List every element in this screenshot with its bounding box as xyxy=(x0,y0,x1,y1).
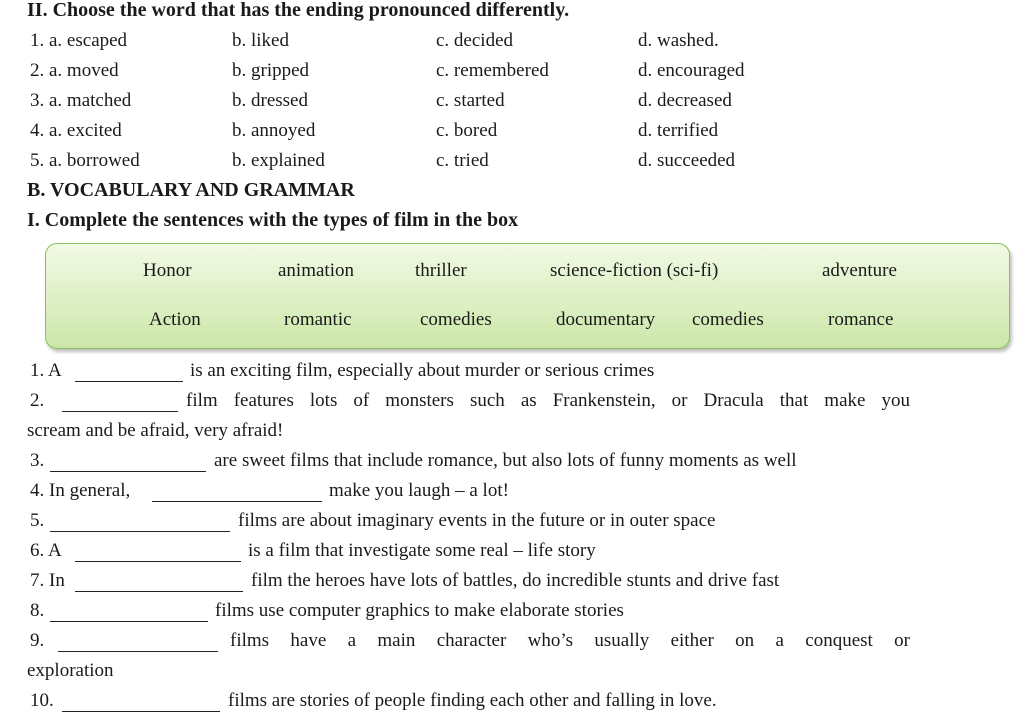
word-animation: animation xyxy=(278,260,354,281)
word-adventure: adventure xyxy=(822,260,897,281)
option-a: 4. a. excited xyxy=(30,120,122,141)
sentence-number: 9. xyxy=(30,630,45,651)
section-heading: II. Choose the word that has the ending pronounced differently. xyxy=(27,0,570,21)
answer-blank[interactable] xyxy=(62,693,220,712)
sentence-continuation: scream and be afraid, very afraid! xyxy=(27,420,284,441)
option-b: b. gripped xyxy=(232,60,310,81)
sentence-text: films use computer graphics to make elaborate stories xyxy=(215,600,624,621)
option-b: b. annoyed xyxy=(232,120,316,141)
word-documentary: documentary xyxy=(556,309,656,330)
sentence-number: 1. A xyxy=(30,360,62,381)
answer-blank[interactable] xyxy=(50,513,230,532)
answer-blank[interactable] xyxy=(75,573,243,592)
sentence-text: are sweet films that include romance, but also lots of funny moments as well xyxy=(214,450,797,471)
option-c: c. tried xyxy=(436,150,489,171)
answer-blank[interactable] xyxy=(58,633,218,652)
sentence-text: films are stories of people finding each other and falling in love. xyxy=(228,690,717,711)
word-sci-fi: science-fiction (sci-fi) xyxy=(550,260,719,281)
sentence-number: 3. xyxy=(30,450,45,471)
option-d: d. succeeded xyxy=(638,150,736,171)
option-b: b. liked xyxy=(232,30,289,51)
option-a: 3. a. matched xyxy=(30,90,132,111)
sentence-continuation: exploration xyxy=(27,660,114,681)
sentence-number: 7. In xyxy=(30,570,65,591)
word-comedies-2: comedies xyxy=(692,309,764,330)
option-a: 1. a. escaped xyxy=(30,30,128,51)
word-romantic: romantic xyxy=(284,309,352,330)
sentence-text: films have a main character who’s usually either on a conquest or xyxy=(230,630,910,651)
option-d: d. encouraged xyxy=(638,60,745,81)
sentence-number: 8. xyxy=(30,600,45,621)
answer-blank[interactable] xyxy=(75,363,183,382)
task-heading: I. Complete the sentences with the types of film in the box xyxy=(27,209,519,231)
sentence-number: 5. xyxy=(30,510,45,531)
option-a: 5. a. borrowed xyxy=(30,150,140,171)
sentence-number: 4. In general, xyxy=(30,480,131,501)
sentence-text: films are about imaginary events in the future or in outer space xyxy=(238,510,716,531)
sentence-text: is an exciting film, especially about murder or serious crimes xyxy=(190,360,655,381)
sentence-number: 2. xyxy=(30,390,45,411)
sentence-text: film the heroes have lots of battles, do incredible stunts and drive fast xyxy=(251,570,780,591)
option-c: c. started xyxy=(436,90,505,111)
word-box xyxy=(45,243,1010,349)
option-d: d. washed. xyxy=(638,30,719,51)
sentence-number: 10. xyxy=(30,690,54,711)
sentence-text: make you laugh – a lot! xyxy=(329,480,509,501)
answer-blank[interactable] xyxy=(152,483,322,502)
word-romance: romance xyxy=(828,309,894,330)
sentence-text: is a film that investigate some real – life story xyxy=(248,540,596,561)
answer-blank[interactable] xyxy=(75,543,241,562)
sentence-number: 6. A xyxy=(30,540,62,561)
option-c: c. remembered xyxy=(436,60,549,81)
option-b: b. explained xyxy=(232,150,325,171)
answer-blank[interactable] xyxy=(50,603,208,622)
option-d: d. terrified xyxy=(638,120,719,141)
answer-blank[interactable] xyxy=(62,393,178,412)
word-action: Action xyxy=(149,309,201,330)
answer-blank[interactable] xyxy=(50,453,206,472)
option-a: 2. a. moved xyxy=(30,60,119,81)
option-b: b. dressed xyxy=(232,90,308,111)
section-b-heading: B. VOCABULARY AND GRAMMAR xyxy=(27,179,355,201)
option-c: c. decided xyxy=(436,30,514,51)
word-comedies: comedies xyxy=(420,309,492,330)
word-thriller: thriller xyxy=(415,260,467,281)
option-c: c. bored xyxy=(436,120,498,141)
option-d: d. decreased xyxy=(638,90,732,111)
word-honor: Honor xyxy=(143,260,192,281)
sentence-text: film features lots of monsters such as Frankenstein, or Dracula that make you xyxy=(186,390,910,411)
